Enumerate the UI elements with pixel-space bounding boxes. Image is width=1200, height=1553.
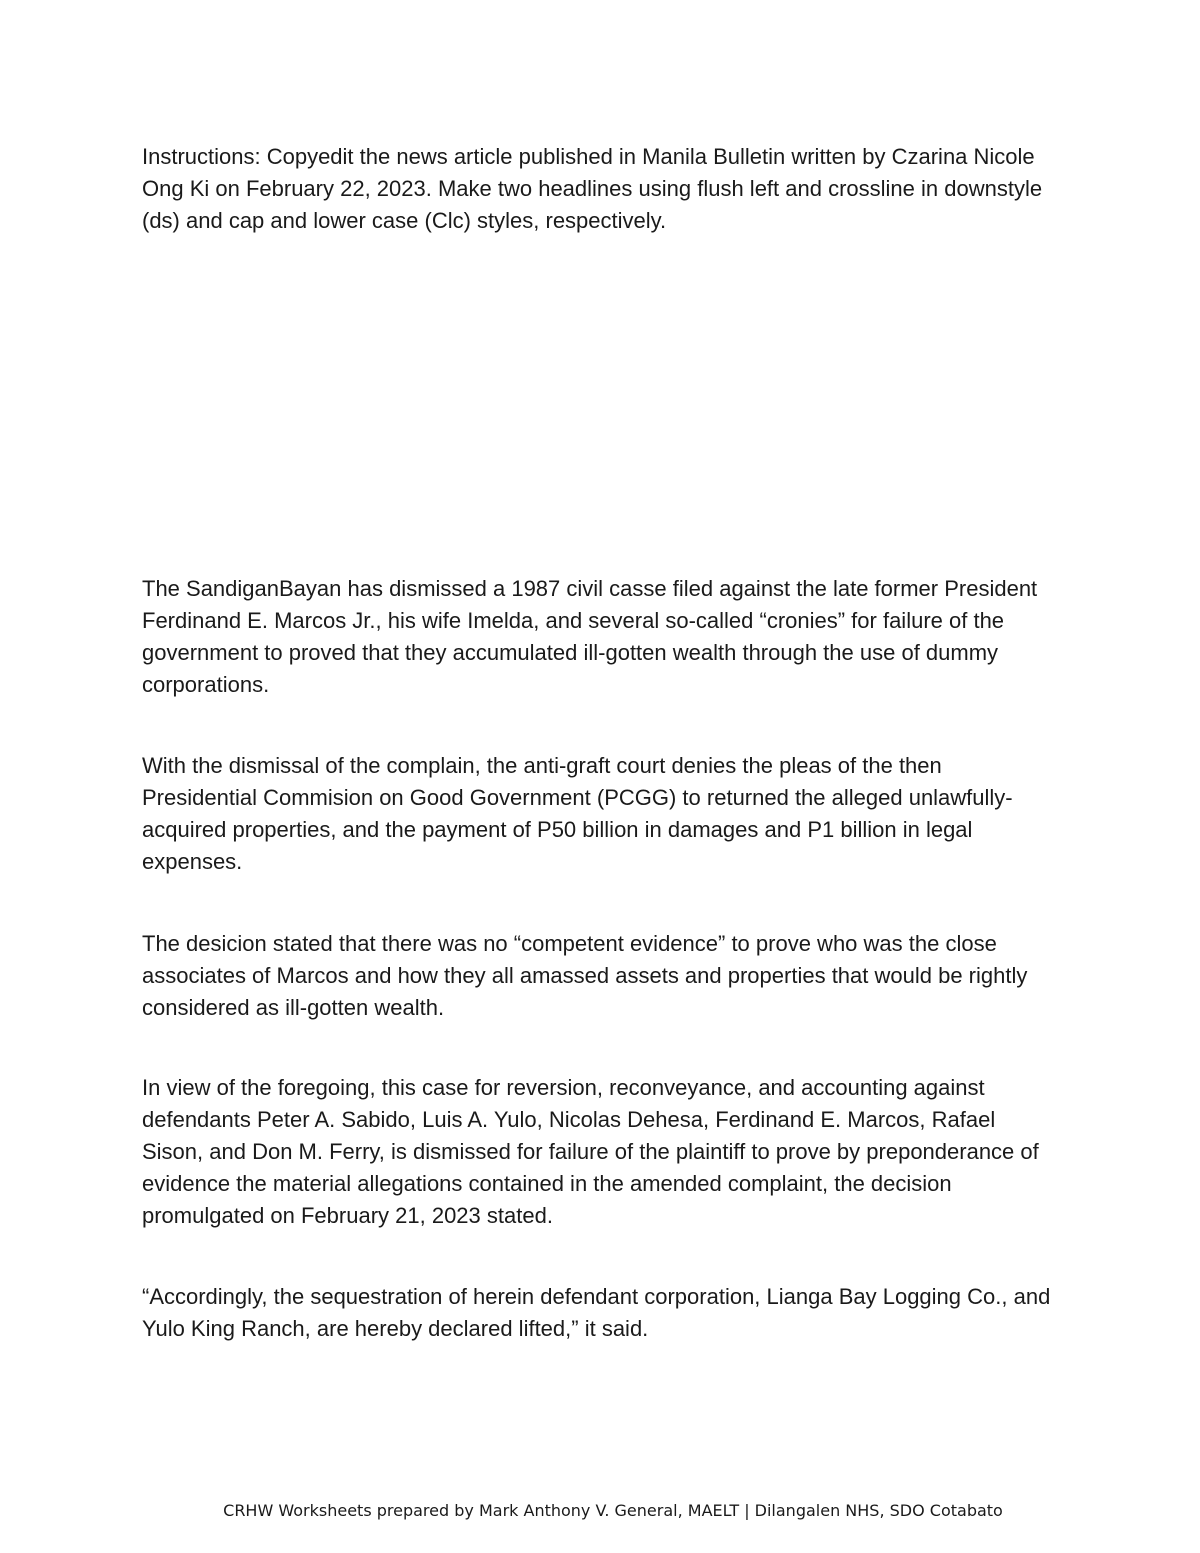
article-paragraph-3: The desicion stated that there was no “competent evidence” to prove who was the close associates of Marcos and how they all amassed assets and properties that would be rightly considered as ill-gotten wealth. xyxy=(142,931,1028,1020)
article-paragraph-5: “Accordingly, the sequestration of herein defendant corporation, Lianga Bay Logging Co., and Yulo King Ranch, are hereby declared lifted,” it said. xyxy=(142,1284,1051,1341)
article-paragraph-4: In view of the foregoing, this case for reversion, reconveyance, and accounting against defendants Peter A. Sabido, Luis A. Yulo, Nicolas Dehesa, Ferdinand E. Marcos, Rafael Sison, and Don M. Ferry, is dismissed for failure of the plaintiff to prove by preponderance of evidence the material allegations contained in the amended complaint, the decision promulgated on February 21, 2023 stated. xyxy=(142,1075,1039,1228)
article-paragraph-2: With the dismissal of the complain, the anti-graft court denies the pleas of the then Presidential Commision on Good Government (PCGG) to returned the alleged unlawfully-acquired properties, and the payment of P50 billion in damages and P1 billion in legal expenses. xyxy=(142,753,1013,874)
instructions-text: Instructions: Copyedit the news article published in Manila Bulletin written by Czarina Nicole Ong Ki on February 22, 2023. Make two headlines using flush left and crossline in downstyle (ds) and cap and lower case (Clc) styles, respectively. xyxy=(142,144,1043,233)
page-footer: CRHW Worksheets prepared by Mark Anthony V. General, MAELT | Dilangalen NHS, SDO Cotabato xyxy=(223,1501,1003,1520)
article-paragraph-1: The SandiganBayan has dismissed a 1987 civil casse filed against the late former President Ferdinand E. Marcos Jr., his wife Imelda, and several so-called “cronies” for failure of the government to proved that they accumulated ill-gotten wealth through the use of dummy corporations. xyxy=(142,576,1038,697)
